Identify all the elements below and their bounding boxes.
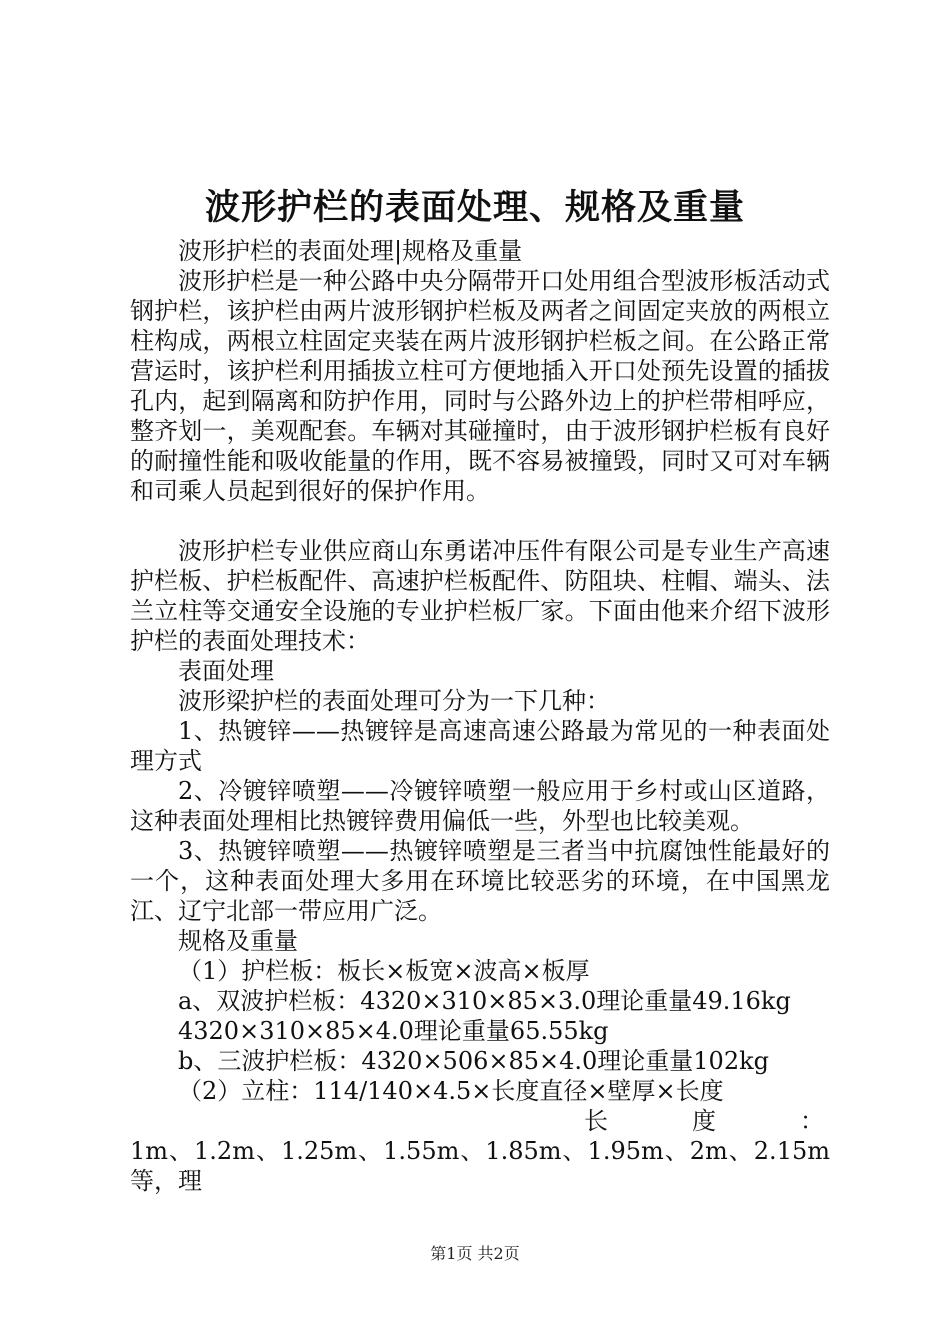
spec-double-wave-2: 4320×310×85×4.0理论重量65.55kg bbox=[178, 1017, 609, 1045]
surface-item-3: 3、热镀锌喷塑——热镀锌喷塑是三者当中抗腐蚀性能最好的一个，这种表面处理大多用在环境比较恶劣的环境，在中国黑龙江、辽宁北部一带应用广泛。 bbox=[130, 837, 830, 925]
page-footer: 第1页 共2页 bbox=[430, 1244, 520, 1263]
length-label-char1: 长 bbox=[584, 1107, 608, 1135]
spec-item-post: （2）立柱：114/140×4.5×长度直径×壁厚×长度 bbox=[178, 1077, 724, 1105]
surface-item-1: 1、热镀锌——热镀锌是高速高速公路最为常见的一种表面处理方式 bbox=[130, 717, 830, 775]
surface-heading: 表面处理 bbox=[178, 657, 274, 685]
spec-triple-wave: b、三波护栏板：4320×506×85×4.0理论重量102kg bbox=[178, 1047, 769, 1075]
length-values: 1m、1.2m、1.25m、1.55m、1.85m、1.95m、2m、2.15m等，理 bbox=[130, 1137, 830, 1195]
supplier-paragraph: 波形护栏专业供应商山东勇诺冲压件有限公司是专业生产高速护栏板、护栏板配件、高速护栏板配件、防阻块、柱帽、端头、法兰立柱等交通安全设施的专业护栏板厂家。下面由他来介绍下波形护栏的表面处理技术： bbox=[130, 537, 830, 655]
length-label-colon: ： bbox=[800, 1107, 824, 1135]
page-title: 波形护栏的表面处理、规格及重量 bbox=[204, 187, 745, 228]
spec-heading: 规格及重量 bbox=[178, 927, 298, 955]
surface-intro: 波形梁护栏的表面处理可分为一下几种： bbox=[178, 687, 610, 715]
document-body bbox=[130, 236, 830, 1196]
length-label-char2: 度 bbox=[692, 1107, 716, 1135]
spec-item-guardrail: （1）护栏板：板长×板宽×波高×板厚 bbox=[178, 957, 590, 985]
intro-paragraph: 波形护栏是一种公路中央分隔带开口处用组合型波形板活动式钢护栏，该护栏由两片波形钢护栏板及两者之间固定夹放的两根立柱构成，两根立柱固定夹装在两片波形钢护栏板之间。在公路正常营运时，该护栏利用插拔立柱可方便地插入开口处预先设置的插拔孔内，起到隔离和防护作用，同时与公路外边上的护栏带相呼应，整齐划一，美观配套。车辆对其碰撞时，由于波形钢护栏板有良好的耐撞性能和吸收能量的作用，既不容易被撞毁，同时又可对车辆和司乘人员起到很好的保护作用。 bbox=[130, 267, 830, 505]
spec-double-wave-1: a、双波护栏板：4320×310×85×3.0理论重量49.16kg bbox=[178, 987, 791, 1015]
surface-item-2: 2、冷镀锌喷塑——冷镀锌喷塑一般应用于乡村或山区道路，这种表面处理相比热镀锌费用偏低一些，外型也比较美观。 bbox=[130, 777, 830, 835]
subtitle-paragraph: 波形护栏的表面处理|规格及重量 bbox=[178, 237, 523, 265]
length-label-line bbox=[130, 1106, 830, 1136]
blank-line bbox=[130, 506, 830, 536]
